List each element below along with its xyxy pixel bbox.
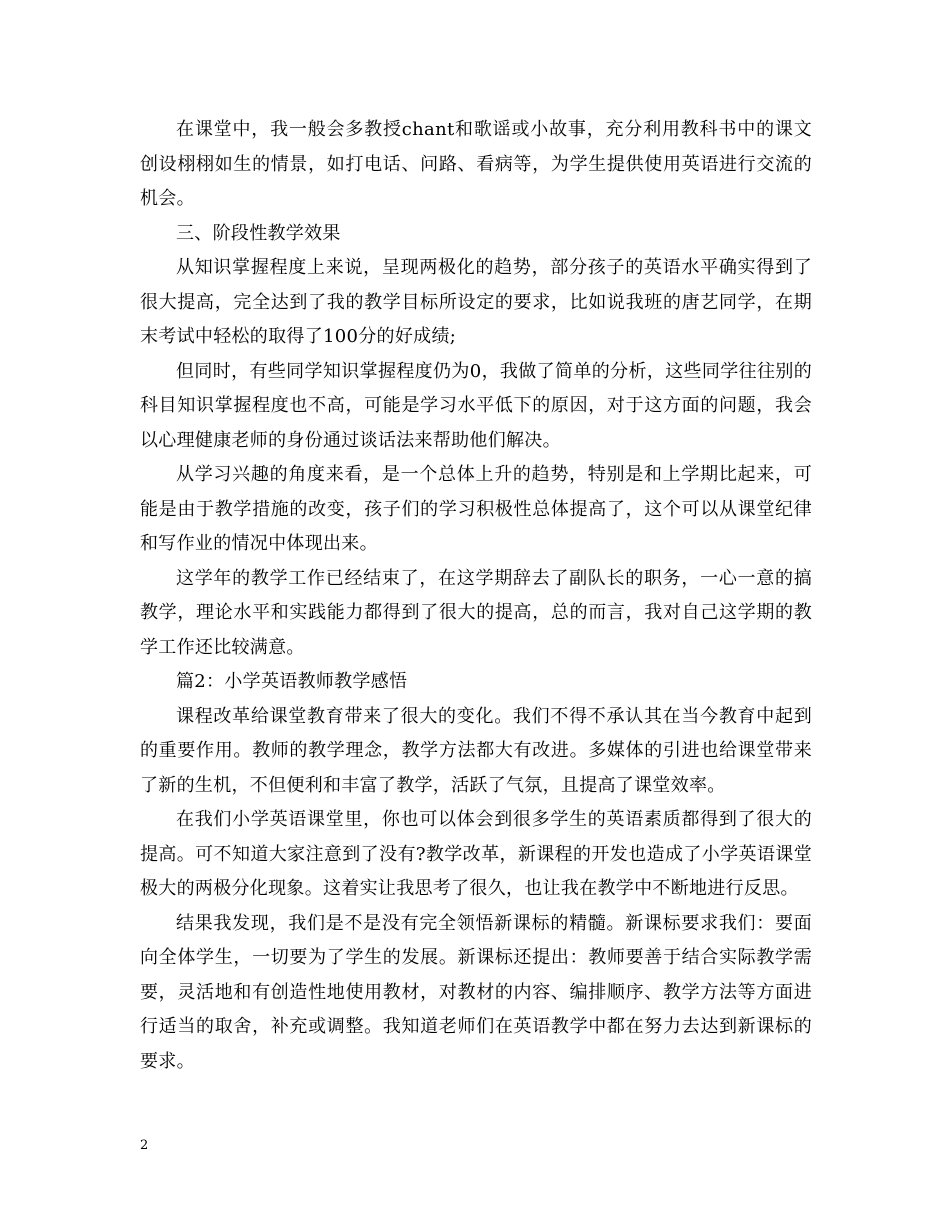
paragraph-curriculum-reform: 课程改革给课堂教育带来了很大的变化。我们不得不承认其在当今教育中起到的重要作用。教师的教学理念，教学方法都大有改进。多媒体的引进也给课堂带来了新的生机，不但便利和丰富了教学，活跃了气氛，且提高了课堂效率。	[140, 705, 812, 796]
paragraph-low-mastery-students: 但同时，有些同学知识掌握程度仍为0，我做了简单的分析，这些同学往往别的科目知识掌握程度也不高，可能是学习水平低下的原因，对于这方面的问题，我会以心理健康老师的身份通过谈话法来帮助他们解决。	[140, 360, 812, 451]
paragraph-new-standards: 结果我发现，我们是不是没有完全领悟新课标的精髓。新课标要求我们：要面向全体学生，一切要为了学生的发展。新课标还提出：教师要善于结合实际教学需要，灵活地和有创造性地使用教材，对教材的内容、编排顺序、教学方法等方面进行适当的取舍，补充或调整。我知道老师们在英语教学中都在努力去达到新课标的要求。	[140, 912, 812, 1072]
paragraph-classroom-activities: 在课堂中，我一般会多教授chant和歌谣或小故事，充分利用教科书中的课文创设栩栩如生的情景，如打电话、问路、看病等，为学生提供使用英语进行交流的机会。	[140, 119, 812, 209]
paragraph-learning-interest: 从学习兴趣的角度来看，是一个总体上升的趋势，特别是和上学期比起来，可能是由于教学措施的改变，孩子们的学习积极性总体提高了，这个可以从课堂纪律和写作业的情况中体现出来。	[140, 464, 812, 554]
paragraph-knowledge-mastery: 从知识掌握程度上来说，呈现两极化的趋势，部分孩子的英语水平确实得到了很大提高，完全达到了我的教学目标所设定的要求，比如说我班的唐艺同学，在期末考试中轻松的取得了100分的好成绩;	[140, 257, 812, 347]
section-heading-part-2: 篇2：小学英语教师教学感悟	[176, 671, 408, 692]
section-heading-stage-results: 三、阶段性教学效果	[176, 222, 341, 244]
page-content	[140, 113, 812, 1079]
page-number: 2	[140, 1138, 149, 1153]
paragraph-year-summary: 这学年的教学工作已经结束了，在这学期辞去了副队长的职务，一心一意的搞教学，理论水平和实践能力都得到了很大的提高，总的而言，我对自己这学期的教学工作还比较满意。	[140, 567, 812, 658]
paragraph-polarization: 在我们小学英语课堂里，你也可以体会到很多学生的英语素质都得到了很大的提高。可不知道大家注意到了没有?教学改革，新课程的开发也造成了小学英语课堂极大的两极分化现象。这着实让我思考了很久，也让我在教学中不断地进行反思。	[140, 809, 812, 899]
